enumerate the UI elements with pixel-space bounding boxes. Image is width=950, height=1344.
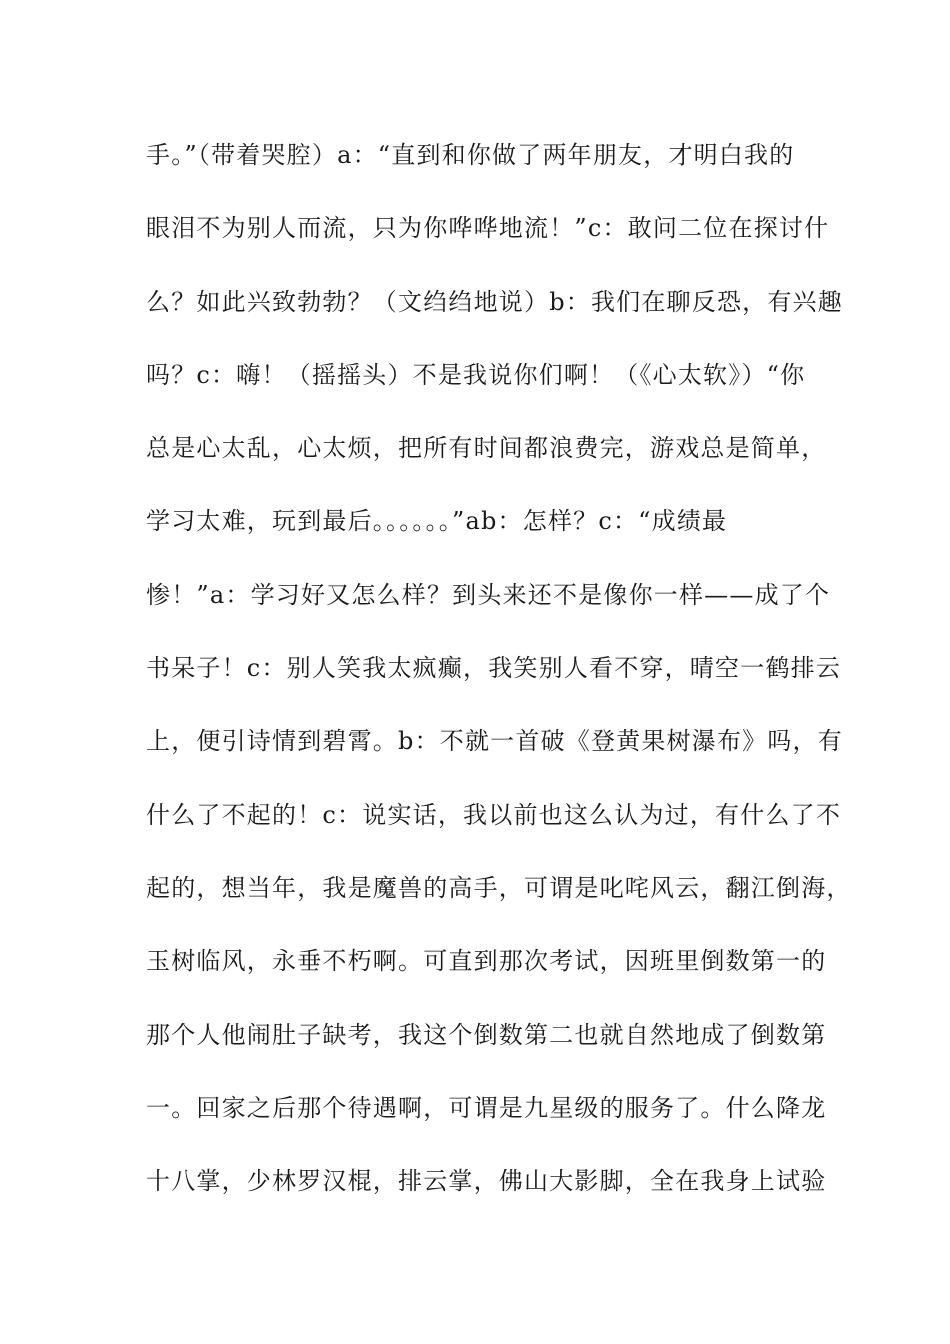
text-line: 玉树临风，永垂不朽啊。可直到那次考试，因班里倒数第一的 (146, 947, 827, 976)
text-line: 那个人他闹肚子缺考，我这个倒数第二也就自然地成了倒数第 (146, 1020, 827, 1049)
text-line: 书呆子！c：别人笑我太疯癫，我笑别人看不穿，晴空一鹤排云 (146, 654, 842, 683)
text-line: 惨！”a：学习好又怎么样？到头来还不是像你一样——成了个 (146, 580, 831, 609)
text-line: 十八掌，少林罗汉棍，排云掌，佛山大影脚，全在我身上试验 (146, 1167, 827, 1196)
text-line: 手。”（带着哭腔）a：“直到和你做了两年朋友，才明白我的 (146, 141, 795, 169)
text-line: 起的，想当年，我是魔兽的高手，可谓是叱咤风云，翻江倒海， (146, 873, 852, 902)
text-line: 什么了不起的！c：说实话，我以前也这么认为过，有什么了不 (146, 800, 842, 829)
text-line: 吗？c：嗨！（摇摇头）不是我说你们啊！（《心太软》）“你 (146, 360, 806, 389)
text-line: 眼泪不为别人而流，只为你哗哗地流！”c：敢问二位在探讨什 (146, 214, 830, 243)
text-line: 么？如此兴致勃勃？（文绉绉地说）b：我们在聊反恐，有兴趣 (146, 287, 843, 316)
text-line: 总是心太乱，心太烦，把所有时间都浪费完，游戏总是简单， (146, 434, 827, 463)
text-line: 学习太难，玩到最后。。。。。。”ab：怎样？c：“成绩最 (146, 507, 728, 536)
body-text (146, 128, 852, 1227)
text-line: 一。回家之后那个待遇啊，可谓是九星级的服务了。什么降龙 (146, 1093, 827, 1122)
text-line: 上，便引诗情到碧霄。b：不就一首破《登黄果树瀑布》吗，有 (146, 727, 843, 756)
